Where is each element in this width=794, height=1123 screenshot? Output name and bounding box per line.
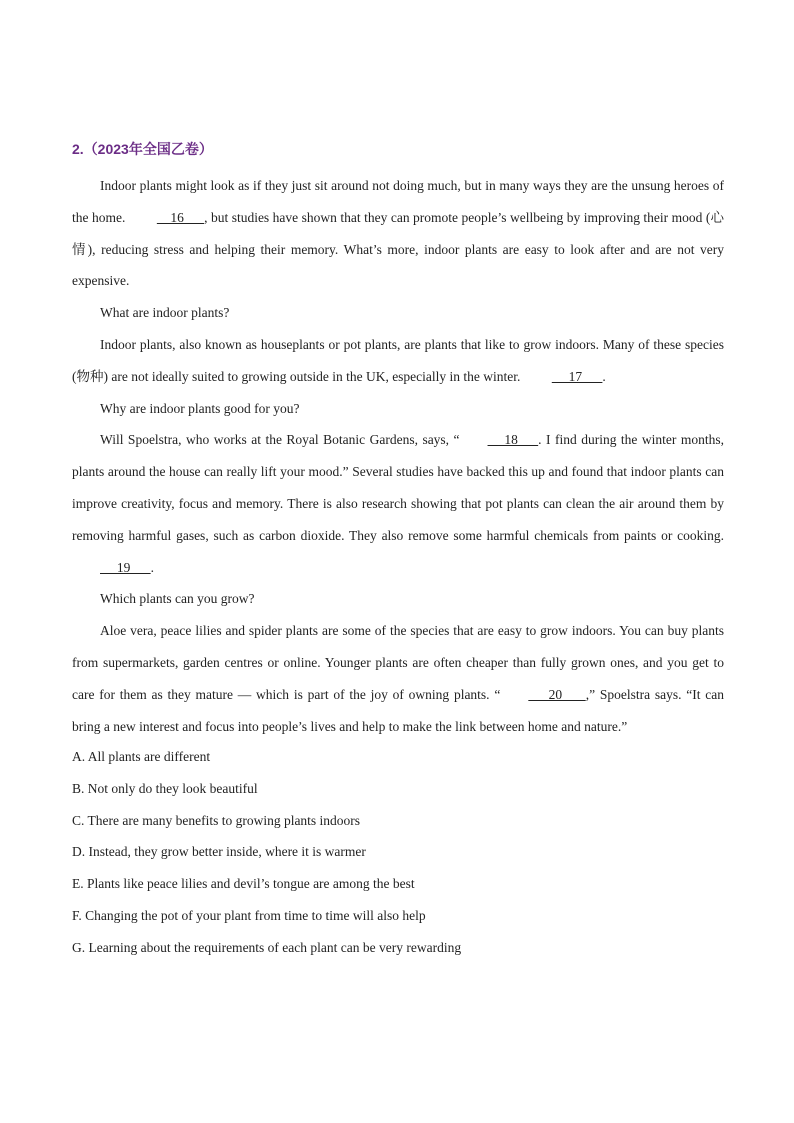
- paragraph-4: [72, 615, 724, 742]
- paragraph-text: Indoor plants, also known as houseplants or pot plants, are plants that like to grow indoors. Many of these species (物种) are not ideally suited to growing outside in the UK, especially in the winter.: [72, 336, 724, 384]
- blank-19: 19: [100, 559, 151, 575]
- option-e: E. Plants like peace lilies and devil’s tongue are among the best: [72, 876, 415, 892]
- paragraph-text: Will Spoelstra, who works at the Royal Botanic Gardens, says, “: [100, 432, 460, 448]
- paragraph-1: [72, 170, 724, 297]
- option-g: G. Learning about the requirements of each plant can be very rewarding: [72, 939, 462, 955]
- blank-18: 18: [487, 432, 539, 448]
- paragraph-text: , but studies have shown that they can promote people’s wellbeing by improving their mood (心情), reducing stress and helping their memory. What’s more, indoor plants are easy to look after and are not very expensive.: [72, 209, 724, 289]
- option-a: A. All plants are different: [72, 749, 211, 764]
- subheading-which: Which plants can you grow?: [100, 591, 255, 607]
- option-d: D. Instead, they grow better inside, where it is warmer: [72, 844, 366, 860]
- paragraph-text: .: [150, 559, 154, 575]
- paragraph-2: [72, 329, 724, 393]
- paragraph-text: Indoor plants might look as if they just sit around not doing much, but in many ways they are the unsung heroes of the home.: [72, 178, 724, 225]
- option-b: B. Not only do they look beautiful: [72, 780, 258, 796]
- paragraph-text: .: [602, 368, 606, 384]
- blank-16: 16: [156, 209, 205, 225]
- question-heading: 2.（2023年全国乙卷）: [72, 141, 213, 157]
- option-c: C. There are many benefits to growing plants indoors: [72, 812, 361, 828]
- paragraph-3: [72, 424, 724, 583]
- option-f: F. Changing the pot of your plant from time to time will also help: [72, 907, 426, 923]
- answer-options: [72, 741, 461, 964]
- paragraph-text: Aloe vera, peace lilies and spider plants are some of the species that are easy to grow indoors. You can buy plants from supermarkets, garden centres or online. Younger plants are often cheaper than fully grown ones, and you get to care for them as they mature — which is part of the joy of owning plants. “: [72, 623, 724, 702]
- blank-17: 17: [551, 368, 603, 384]
- subheading-why: Why are indoor plants good for you?: [100, 400, 300, 416]
- passage: [72, 170, 724, 742]
- paragraph-text: ,” Spoelstra says. “It can bring a new interest and focus into people’s lives and help to make the link between home and nature.”: [72, 686, 724, 734]
- subheading-what: What are indoor plants?: [100, 305, 230, 321]
- paragraph-text: . I find during the winter months, plants around the house can really lift your mood.” Several studies have backed this up and found that indoor plants can improve creativity, focus and memory. There is also research showing that pot plants can clean the air around them by removing harmful gases, such as carbon dioxide. They also remove some harmful chemicals from paints or cooking.: [72, 432, 724, 543]
- blank-20: 20: [528, 686, 586, 702]
